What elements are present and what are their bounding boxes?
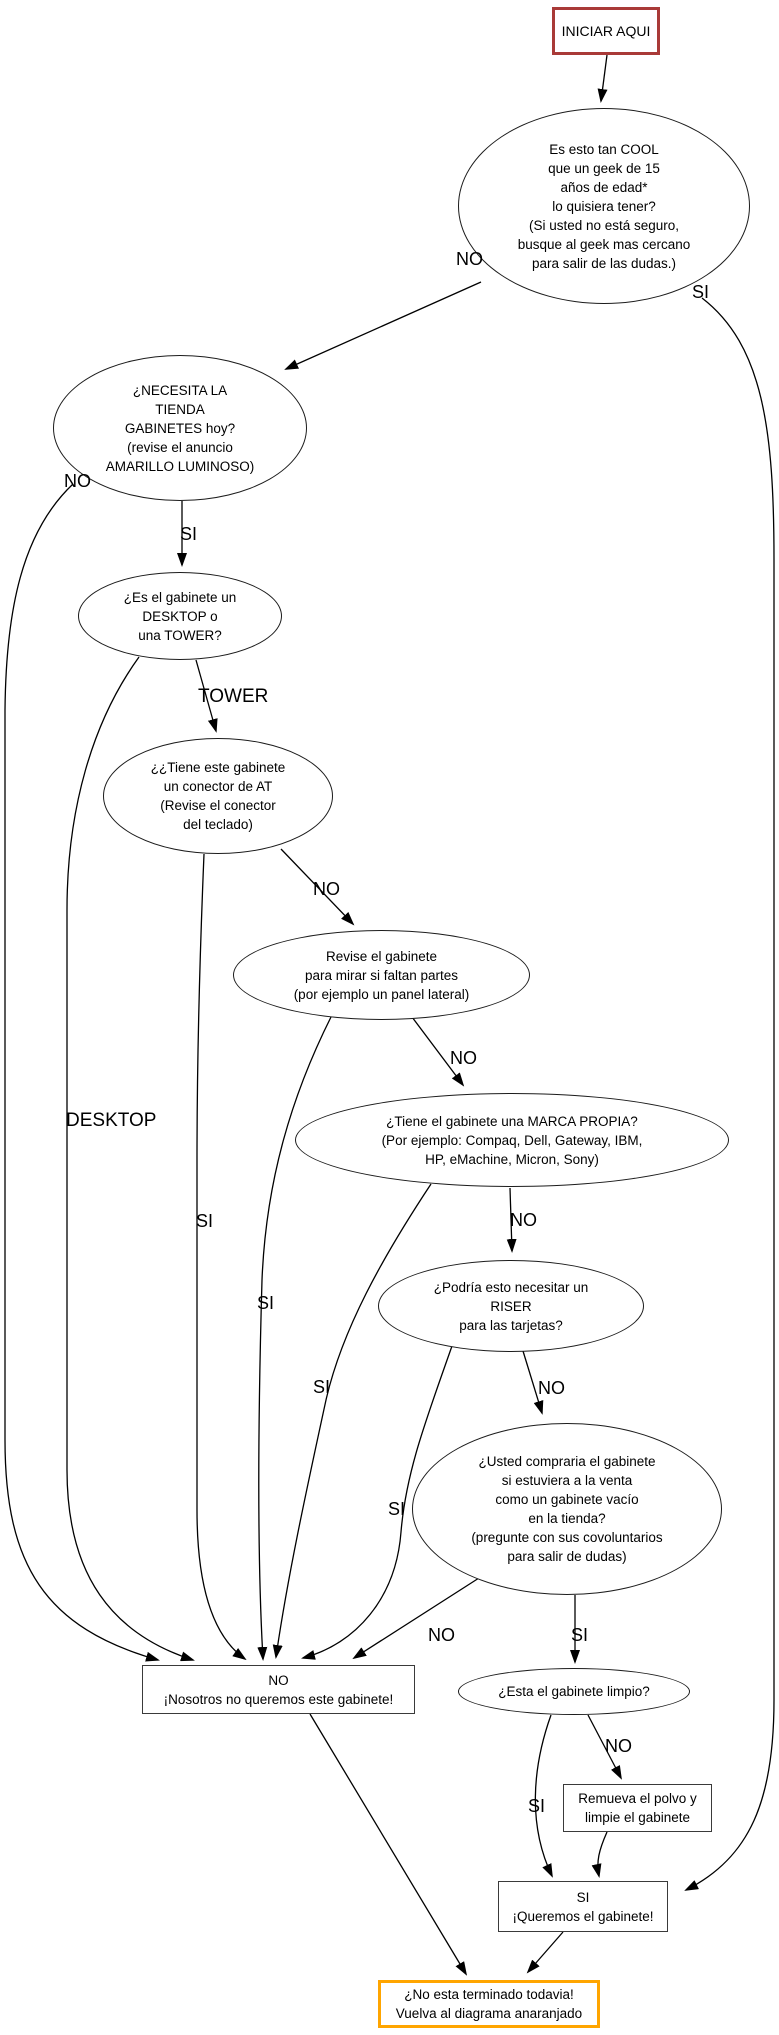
edge-label-compraria-no: NO <box>428 1625 455 1645</box>
question-tienda-line: (revise el anuncio <box>127 439 233 455</box>
result-si-line: SI <box>576 1889 590 1905</box>
start-label: INICIAR AQUI <box>561 22 651 39</box>
edge-label-marca-no: NO <box>510 1210 537 1230</box>
edge-label-limpio-no: NO <box>605 1736 632 1756</box>
edge-label-conector-si: SI <box>196 1211 214 1231</box>
question-cool-line: (Si usted no está seguro, <box>528 217 680 233</box>
edge-label-marca-si: SI <box>313 1377 331 1397</box>
question-compraria <box>412 1423 722 1595</box>
edge-rechazo-to-fin <box>310 1714 466 1974</box>
edge-label-tipo-tower: TOWER <box>198 686 269 707</box>
question-tienda-line: GABINETES hoy? <box>124 420 236 436</box>
action-limpiar-line: Remueva el polvo y <box>578 1791 697 1806</box>
action-limpiar-box <box>563 1784 712 1832</box>
question-riser-line: para las tarjetas? <box>459 1317 563 1333</box>
edge-tienda-no-to-rechazo <box>5 484 158 1660</box>
question-compraria-line: en la tienda? <box>528 1511 606 1526</box>
question-compraria-line: como un gabinete vacío <box>495 1492 639 1507</box>
edge-label-limpio-si: SI <box>528 1796 546 1816</box>
question-cool-line: Es esto tan COOL <box>549 141 659 157</box>
question-marca-line: (Por ejemplo: Compaq, Dell, Gateway, IBM, <box>381 1132 643 1148</box>
edge-cool-no-to-tienda <box>286 282 481 369</box>
result-no-line: NO <box>268 1672 289 1688</box>
question-cool-line: para salir de las dudas.) <box>531 255 677 271</box>
result-no-box <box>142 1665 415 1714</box>
edge-label-partes-si: SI <box>257 1293 275 1313</box>
question-tipo-line: una TOWER? <box>138 627 222 643</box>
edge-label-tienda-si: SI <box>180 524 198 544</box>
end-node-line: ¿No esta terminado todavia! <box>404 1987 574 2002</box>
edge-cool-si-to-aceptado <box>686 298 774 1890</box>
question-compraria-line: si estuviera a la venta <box>501 1473 633 1488</box>
question-compraria-line: (pregunte con sus covoluntarios <box>471 1530 663 1545</box>
edge-label-partes-no: NO <box>450 1048 477 1068</box>
question-marca-line: HP, eMachine, Micron, Sony) <box>425 1151 599 1167</box>
edge-compraria-no-to-rechazo <box>354 1578 479 1658</box>
question-tienda-line: ¿NECESITA LA <box>132 382 228 398</box>
action-limpiar-line: limpie el gabinete <box>584 1810 691 1825</box>
question-tipo <box>78 572 282 660</box>
edge-partes-si-to-rechazo <box>259 1017 331 1659</box>
end-node-line: Vuelva al diagrama anaranjado <box>395 2006 583 2021</box>
question-tipo-line: DESKTOP o <box>142 608 218 624</box>
question-partes <box>233 930 530 1020</box>
edge-label-conector-no: NO <box>313 879 340 899</box>
question-cool-line: que un geek de 15 <box>548 160 660 176</box>
edge-label-tienda-no: NO <box>64 471 91 491</box>
question-conector-line: un conector de AT <box>163 779 273 794</box>
result-si-line: ¡Queremos el gabinete! <box>512 1908 654 1924</box>
question-cool-line: busque al geek mas cercano <box>517 236 691 252</box>
question-riser-line: RISER <box>490 1298 532 1314</box>
question-conector-at <box>103 738 333 854</box>
question-partes-line: (por ejemplo un panel lateral) <box>293 986 470 1002</box>
question-tienda-line: TIENDA <box>155 401 205 417</box>
question-riser <box>378 1260 644 1352</box>
question-cool-line: años de edad* <box>560 179 648 195</box>
edge-label-cool-no: NO <box>456 249 483 269</box>
question-cool <box>458 108 750 304</box>
question-tienda-line: AMARILLO LUMINOSO) <box>105 458 255 474</box>
edge-label-tipo-desktop: DESKTOP <box>66 1110 157 1131</box>
end-node <box>378 1980 600 2028</box>
edge-start-to-cool <box>601 55 607 101</box>
start-node <box>552 7 660 55</box>
question-limpio-line: ¿Esta el gabinete limpio? <box>498 1684 650 1699</box>
question-compraria-line: para salir de dudas) <box>507 1549 627 1564</box>
result-si-box <box>498 1881 668 1932</box>
edge-marca-si-to-rechazo <box>276 1184 431 1657</box>
question-limpio <box>458 1668 690 1715</box>
question-marca-line: ¿Tiene el gabinete una MARCA PROPIA? <box>386 1113 638 1129</box>
question-cool-line: lo quisiera tener? <box>552 198 656 214</box>
edge-label-riser-si: SI <box>388 1499 406 1519</box>
question-conector-line: (Revise el conector <box>160 798 276 813</box>
edge-aceptado-to-fin <box>528 1932 563 1972</box>
question-conector-line: del teclado) <box>183 817 253 832</box>
question-riser-line: ¿Podría esto necesitar un <box>433 1279 589 1295</box>
result-no-line: ¡Nosotros no queremos este gabinete! <box>163 1691 394 1707</box>
question-tienda <box>53 355 307 501</box>
question-tipo-line: ¿Es el gabinete un <box>123 589 237 605</box>
question-partes-line: para mirar si faltan partes <box>304 967 459 983</box>
question-partes-line: Revise el gabinete <box>325 948 438 964</box>
question-compraria-line: ¿Usted compraria el gabinete <box>478 1454 656 1469</box>
edge-label-cool-si: SI <box>692 282 710 302</box>
edge-polvo-to-aceptado <box>598 1832 607 1876</box>
question-conector-line: ¿¿Tiene este gabinete <box>150 760 286 775</box>
edge-label-compraria-si: SI <box>571 1625 589 1645</box>
question-marca-propia <box>295 1093 729 1187</box>
edge-label-riser-no: NO <box>538 1378 565 1398</box>
